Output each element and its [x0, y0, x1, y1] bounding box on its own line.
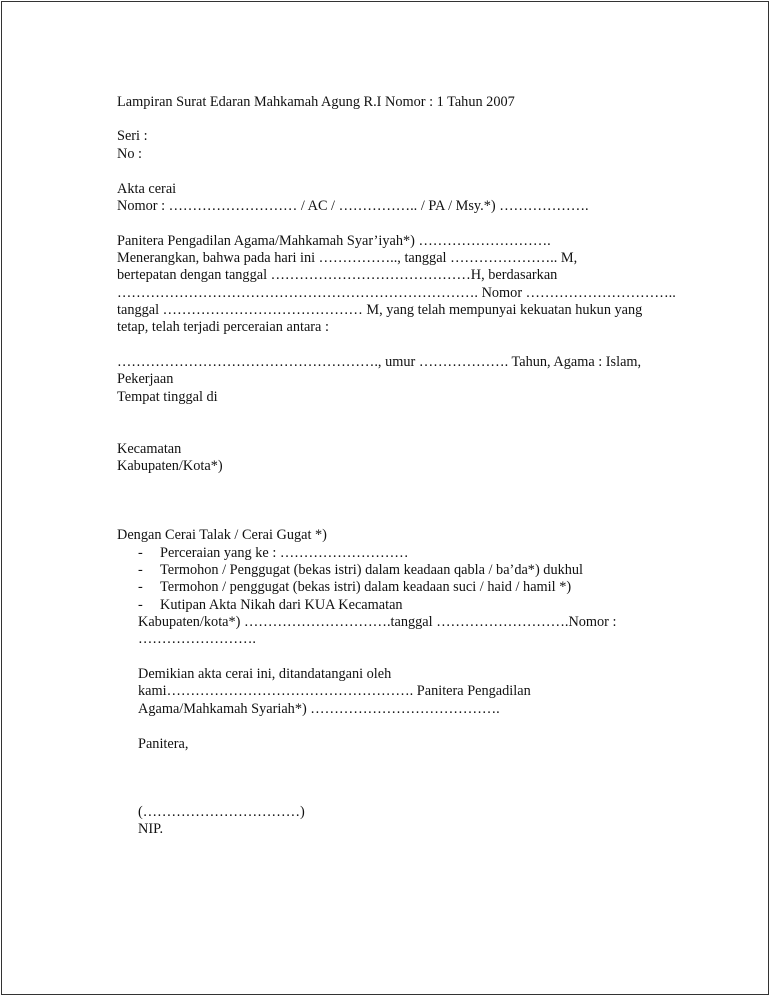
tetap-line: tetap, telah terjadi perceraian antara :: [117, 319, 329, 335]
akta-heading: Akta cerai: [117, 181, 177, 197]
document-title: Lampiran Surat Edaran Mahkamah Agung R.I Nomor : 1 Tahun 2007: [117, 94, 515, 110]
list-bullet: -: [138, 579, 143, 595]
list-bullet: -: [138, 597, 143, 613]
kabupaten-kota-line: Kabupaten/kota*) ………………………….tanggal ……………………….Nomor :: [138, 614, 617, 630]
seri-field: Seri :: [117, 128, 148, 144]
umur-line: ………………………………………………., umur ………………. Tahun, Agama : Islam,: [117, 354, 642, 370]
pekerjaan-label: Pekerjaan: [117, 371, 174, 387]
kecamatan-label: Kecamatan: [117, 441, 182, 457]
list-item: Termohon / penggugat (bekas istri) dalam keadaan suci / haid / hamil *): [160, 579, 572, 595]
kami-line: kami……………………………………………. Panitera Pengadilan: [138, 683, 531, 699]
nomor-continuation: …………………….: [138, 631, 256, 647]
agama-line: Agama/Mahkamah Syariah*) ………………………………….: [138, 701, 500, 717]
panitera-signature-label: Panitera,: [138, 736, 189, 752]
tanggal-line: tanggal …………………………………… M, yang telah mempunyai kekuatan hukun yang: [117, 302, 643, 318]
no-field: No :: [117, 146, 143, 162]
tempat-tinggal-label: Tempat tinggal di: [117, 389, 218, 405]
panitera-line: Panitera Pengadilan Agama/Mahkamah Syar’iyah*) ……………………….: [117, 233, 551, 249]
nip-label: NIP.: [138, 821, 164, 837]
signature-line: (……………………………): [138, 804, 305, 820]
bertepatan-line: bertepatan dengan tanggal ……………………………………H, berdasarkan: [117, 267, 558, 283]
akta-nomor-line: Nomor : ……………………… / AC / …………….. / PA / Msy.*) ……………….: [117, 198, 589, 214]
demikian-line: Demikian akta cerai ini, ditandatangani oleh: [138, 666, 392, 682]
list-bullet: -: [138, 545, 143, 561]
list-item: Kutipan Akta Nikah dari KUA Kecamatan: [160, 597, 403, 613]
list-item: Perceraian yang ke : ………………………: [160, 545, 409, 561]
cerai-heading: Dengan Cerai Talak / Cerai Gugat *): [117, 527, 327, 543]
putusan-line: …………………………………………………………………. Nomor …………………………..: [117, 285, 676, 301]
menerangkan-line: Menerangkan, bahwa pada hari ini …………….., tanggal ………………….. M,: [117, 250, 578, 266]
kabupaten-label: Kabupaten/Kota*): [117, 458, 223, 474]
list-bullet: -: [138, 562, 143, 578]
list-item: Termohon / Penggugat (bekas istri) dalam keadaan qabla / ba’da*) dukhul: [160, 562, 584, 578]
